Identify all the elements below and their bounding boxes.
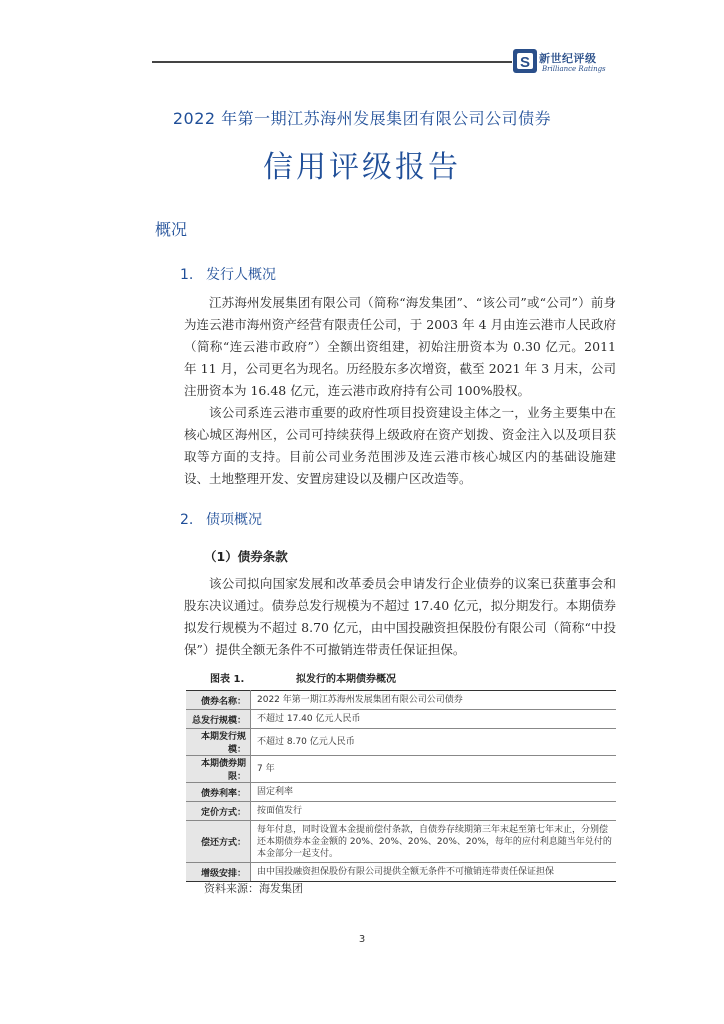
row-value: 2022 年第一期江苏海州发展集团有限公司公司债券 (251, 691, 617, 710)
row-value: 由中国投融资担保股份有限公司提供全额无条件不可撤销连带责任保证担保 (251, 863, 617, 882)
figure-source: 资料来源：海发集团 (204, 882, 303, 895)
table-row (186, 863, 616, 882)
subsection-number: 2. (180, 512, 194, 528)
row-label: 债券利率： (186, 783, 251, 802)
row-label: 本期债券期限： (186, 756, 251, 783)
row-label: 定价方式： (186, 802, 251, 821)
row-label: 总发行规模： (186, 710, 251, 729)
bond-paragraph: 该公司拟向国家发展和改革委员会申请发行企业债券的议案已获董事会和股东决议通过。债券总发行规模为不超过 17.40 亿元，拟分期发行。本期债券拟发行规模为不超过 8.70 亿元，由中国投融资担保股份有限公司（简称“中投保”）提供全额无条件不可撤销连带责任保证担保。 (184, 576, 616, 657)
logo-subtitle: Brilliance Ratings (542, 65, 606, 73)
svg-text:S: S (519, 54, 531, 71)
logo-title: 新世纪评级 (539, 52, 597, 65)
subsection-title: 债项概况 (206, 512, 262, 528)
table-row (186, 729, 616, 756)
bond-terms-table (186, 690, 616, 882)
table-row (186, 821, 616, 863)
subsection-title: 发行人概况 (206, 267, 276, 283)
table-row (186, 710, 616, 729)
subsection-number: 1. (180, 267, 194, 283)
table-row (186, 783, 616, 802)
row-label: 增级安排： (186, 863, 251, 882)
figure-label: 图表 1. (210, 674, 245, 685)
row-value: 固定利率 (251, 783, 617, 802)
bond-terms-heading: （1）债券条款 (204, 549, 288, 564)
row-value: 不超过 17.40 亿元人民币 (251, 710, 617, 729)
header-rule (152, 61, 512, 63)
row-value: 按面值发行 (251, 802, 617, 821)
issuer-paragraph-2: 该公司系连云港市重要的政府性项目投资建设主体之一，业务主要集中在核心城区海州区，公司可持续获得上级政府在资产划拨、资金注入以及项目获取等方面的支持。目前公司业务范围涉及连云港市核心城区内的基础设施建设、土地整理开发、安置房建设以及棚户区改造等。 (184, 405, 616, 486)
row-label: 本期发行规模： (186, 729, 251, 756)
row-value: 7 年 (251, 756, 617, 783)
table-row (186, 756, 616, 783)
report-subtitle: 2022 年第一期江苏海州发展集团有限公司公司债券 (172, 109, 552, 128)
row-value: 每年付息，同时设置本金提前偿付条款，自债券存续期第三年末起至第七年末止，分别偿还本期债券本金金额的 20%、20%、20%、20%、20%，每年的应付利息随当年兑付的本金部分一起支付。 (251, 821, 617, 863)
table-row (186, 691, 616, 710)
logo-mark-icon (512, 48, 538, 74)
row-value: 不超过 8.70 亿元人民币 (251, 729, 617, 756)
company-logo (512, 48, 606, 78)
row-label: 偿还方式： (186, 821, 251, 863)
report-title: 信用评级报告 (263, 150, 461, 185)
page-number: 3 (358, 934, 366, 945)
table-row (186, 802, 616, 821)
section-heading-overview: 概况 (155, 220, 188, 239)
subsection-heading-issuer (180, 264, 276, 284)
figure-title: 拟发行的本期债券概况 (296, 674, 396, 685)
row-label: 债券名称： (186, 691, 251, 710)
issuer-paragraph-1: 江苏海州发展集团有限公司（简称“海发集团”、“该公司”或“公司”）前身为连云港市海州资产经营有限责任公司，于 2003 年 4 月由连云港市人民政府（简称“连云港市政府”）全额出资组建，初始注册资本为 0.30 亿元。2011 年 11 月，公司更名为现名。历经股东多次增资，截至 2021 年 3 月末，公司注册资本为 16.48 亿元，连云港市政府持有公司 100%股权。 (184, 295, 616, 398)
subsection-heading-bond (180, 509, 262, 529)
